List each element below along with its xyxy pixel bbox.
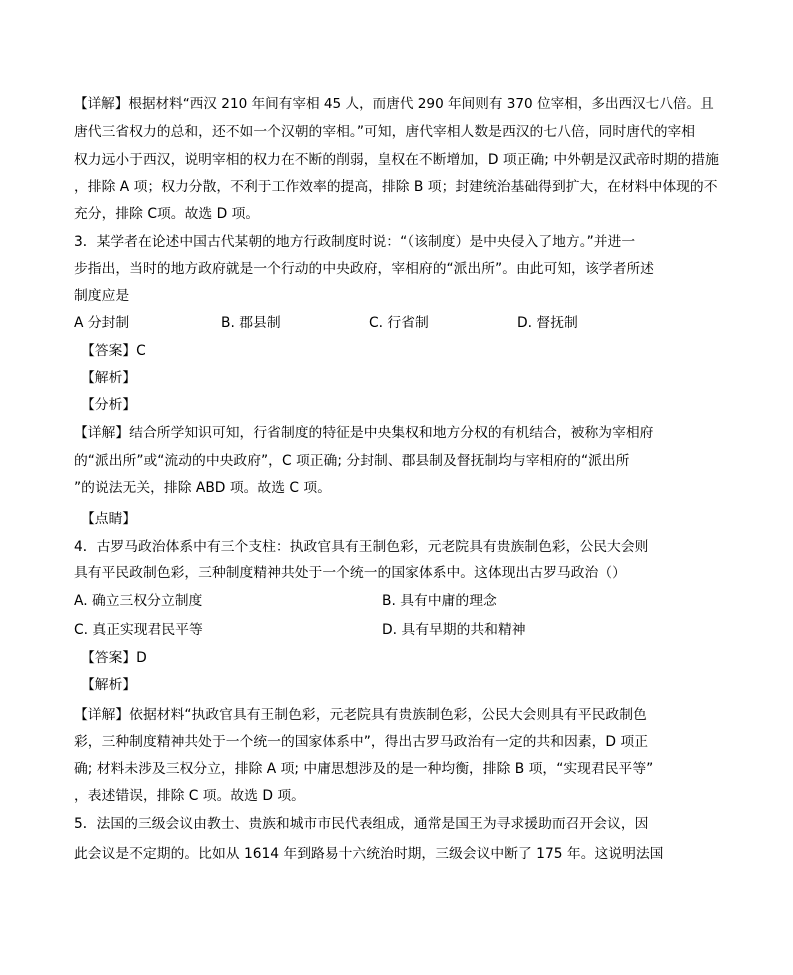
- q3-stem-line-1: 3．某学者在论述中国古代某朝的地方行政制度时说：“（该制度）是中央侵入了地方。”并进一: [74, 234, 636, 250]
- q4-option-c: C. 真正实现君民平等: [74, 622, 203, 638]
- q3-jiexi-heading: 【解析】: [81, 370, 137, 386]
- q5-stem-line-2: 此会议是不定期的。比如从 1614 年到路易十六统治时期，三级会议中断了 175 年。这说明法国: [74, 846, 664, 862]
- q4-detail-line-3: 确; 材料未涉及三权分立，排除 A 项; 中庸思想涉及的是一种均衡，排除 B 项，“实现君民平等”: [74, 761, 654, 777]
- q4-detail-line-1: 【详解】依据材料“执政官具有王制色彩，元老院具有贵族制色彩，公民大会则具有平民政制色: [74, 707, 647, 723]
- q3-option-c: C. 行省制: [369, 315, 429, 331]
- q4-option-b: B. 具有中庸的理念: [382, 593, 497, 609]
- q4-option-d: D. 具有早期的共和精神: [382, 622, 526, 638]
- q4-detail-line-4: ，表述错误，排除 C 项。故选 D 项。: [74, 788, 305, 804]
- q4-stem-line-2: 具有平民政制色彩，三种制度精神共处于一个统一的国家体系中。这体现出古罗马政治（）: [74, 565, 626, 581]
- q2-detail-line-3: 权力远小于西汉，说明宰相的权力在不断的削弱，皇权在不断增加，D 项正确; 中外朝是汉武帝时期的措施: [74, 152, 719, 168]
- q3-fenxi-heading: 【分析】: [81, 397, 137, 413]
- q3-option-a: A 分封制: [74, 315, 130, 331]
- q2-detail-line-1: 【详解】根据材料“西汉 210 年间有宰相 45 人，而唐代 290 年间则有 370 位宰相，多出西汉七八倍。且: [74, 96, 714, 112]
- q4-stem-line-1: 4．古罗马政治体系中有三个支柱：执政官具有王制色彩，元老院具有贵族制色彩，公民大会则: [74, 539, 649, 555]
- q4-detail-line-2: 彩，三种制度精神共处于一个统一的国家体系中”，得出古罗马政治有一定的共和因素，D 项正: [74, 734, 649, 750]
- q5-stem-line-1: 5．法国的三级会议由教士、贵族和城市市民代表组成，通常是国王为寻求援助而召开会议，因: [74, 816, 649, 832]
- q3-answer: 【答案】C: [81, 343, 146, 359]
- q2-detail-line-2: 唐代三省权力的总和，还不如一个汉朝的宰相。”可知，唐代宰相人数是西汉的七八倍，同时唐代的宰相: [74, 124, 696, 140]
- q3-detail-line-1: 【详解】结合所学知识可知，行省制度的特征是中央集权和地方分权的有机结合，被称为宰相府: [74, 425, 654, 441]
- q4-answer: 【答案】D: [81, 650, 147, 666]
- q3-option-b: B. 郡县制: [221, 315, 281, 331]
- q3-stem-line-3: 制度应是: [74, 288, 130, 304]
- q3-dianjing-heading: 【点睛】: [81, 511, 137, 527]
- q4-option-a: A. 确立三权分立制度: [74, 593, 203, 609]
- q2-detail-line-4: ，排除 A 项；权力分散，不利于工作效率的提高，排除 B 项；封建统治基础得到扩大，在材料中体现的不: [74, 179, 718, 195]
- q4-jiexi-heading: 【解析】: [81, 677, 137, 693]
- q3-stem-line-2: 步指出，当时的地方政府就是一个行动的中央政府，宰相府的“派出所”。由此可知，该学者所述: [74, 261, 654, 277]
- q3-option-d: D. 督抚制: [517, 315, 578, 331]
- q3-detail-line-2: 的“派出所”或“流动的中央政府”，C 项正确; 分封制、郡县制及督抚制均与宰相府的“派出所: [74, 453, 630, 469]
- q3-detail-line-3: ”的说法无关，排除 ABD 项。故选 C 项。: [74, 480, 332, 496]
- q2-detail-line-5: 充分，排除 C项。故选 D 项。: [74, 206, 260, 222]
